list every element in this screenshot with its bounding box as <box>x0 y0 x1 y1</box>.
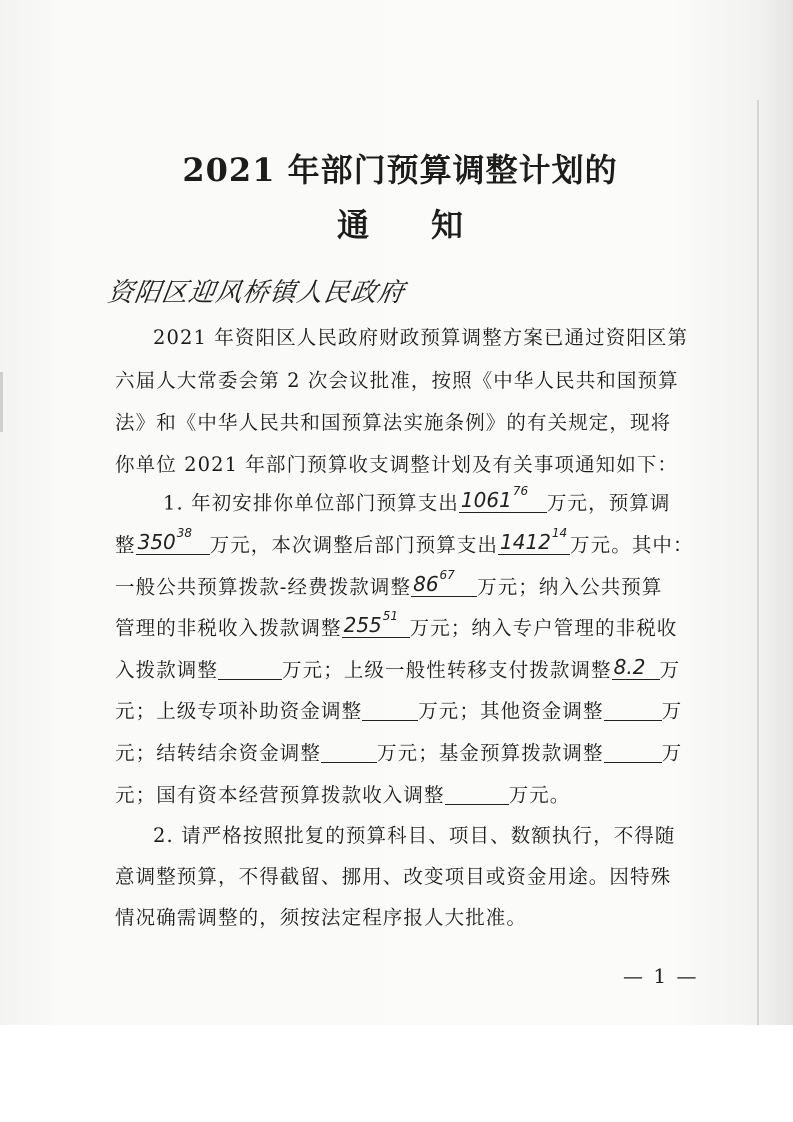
special-subsidy-blank <box>362 700 418 721</box>
handwritten-value <box>413 569 455 594</box>
paragraph-line <box>115 742 682 763</box>
general-public-blank <box>411 568 477 597</box>
handwritten-value <box>500 527 567 552</box>
hw-main: 86 <box>413 572 439 596</box>
paragraph-line <box>115 655 681 682</box>
handwritten-value <box>344 610 398 635</box>
handwritten-addressee: 资阳区迎风桥镇人民政府 <box>105 278 407 308</box>
initial-budget-blank <box>459 484 547 513</box>
line-text: 管理的非税收入拨款调整 <box>115 616 342 640</box>
paragraph-line <box>163 484 671 515</box>
paragraph-line: 意调整预算，不得截留、挪用、改变项目或资金用途。因特殊 <box>115 865 672 888</box>
line-text: 万 <box>659 658 681 682</box>
binding-mark <box>0 372 3 432</box>
non-tax-special-blank <box>218 659 282 680</box>
line-text: 万元；其他资金调整 <box>418 699 604 723</box>
page-number: — 1 — <box>623 964 699 988</box>
title-char-2: 知 <box>431 206 464 244</box>
hw-main: 1061 <box>460 488 512 512</box>
line-text: 万 <box>661 699 683 723</box>
transfer-payment-blank <box>612 655 660 680</box>
hw-decimal: 38 <box>176 526 193 540</box>
page-fold-line <box>757 100 759 1025</box>
paragraph-line <box>115 526 694 557</box>
paragraph-line: 法》和《中华人民共和国预算法实施条例》的有关规定，现将 <box>115 411 672 434</box>
line-text: 万元；纳入公共预算 <box>477 575 663 599</box>
paragraph-line: 六届人大常委会第 2 次会议批准，按照《中华人民共和国预算 <box>115 369 679 392</box>
line-text: 万元；基金预算拨款调整 <box>377 741 604 765</box>
hw-main: 255 <box>343 613 382 637</box>
handwritten-value <box>461 485 528 510</box>
document-title-line2 <box>150 200 650 246</box>
handwritten-value <box>138 527 192 552</box>
line-text: 1. 年初安排你单位部门预算支出 <box>163 491 459 515</box>
non-tax-public-blank <box>342 609 410 638</box>
title-char-1: 通 <box>336 206 369 244</box>
hw-decimal: 67 <box>439 568 455 582</box>
line-text: 万元；纳入专户管理的非税收 <box>409 616 678 640</box>
line-text: 万元，预算调 <box>546 491 671 515</box>
paragraph-line <box>115 784 570 805</box>
line-text: 万元。 <box>508 783 571 807</box>
paragraph-line: 你单位 2021 年部门预算收支调整计划及有关事项通知如下： <box>115 453 679 476</box>
document-title: 2021 年部门预算调整计划的 <box>182 151 618 189</box>
paragraph-line <box>115 609 678 640</box>
line-text: 万元；上级一般性转移支付拨款调整 <box>282 658 612 682</box>
line-text: 入拨款调整 <box>115 658 219 682</box>
hw-decimal: 76 <box>512 484 529 498</box>
line-text: 元；国有资本经营预算拨款收入调整 <box>115 783 445 807</box>
line-text: 整 <box>115 533 136 557</box>
line-text: 元；结转结余资金调整 <box>115 741 322 765</box>
other-funds-blank <box>604 700 662 721</box>
handwritten-value: 8.2 <box>613 655 646 679</box>
paragraph-line <box>115 568 663 599</box>
hw-main: 1412 <box>500 530 551 554</box>
hw-main: 350 <box>137 530 176 554</box>
paragraph-line: 2. 请严格按照批复的预算科目、项目、数额执行，不得随 <box>153 824 676 847</box>
paragraph-line <box>115 700 682 721</box>
line-text: 万元。其中： <box>570 533 694 557</box>
state-capital-blank <box>445 784 509 805</box>
adjusted-total-blank <box>498 526 570 555</box>
adjustment-blank <box>136 526 210 555</box>
paragraph-line: 情况确需调整的，须按法定程序报人大批准。 <box>115 906 528 929</box>
fund-budget-blank <box>604 742 662 763</box>
line-text: 万元，本次调整后部门预算支出 <box>209 533 499 557</box>
line-text: 元；上级专项补助资金调整 <box>115 699 363 723</box>
paragraph-line: 2021 年资阳区人民政府财政预算调整方案已通过资阳区第 <box>153 326 689 349</box>
hw-decimal: 51 <box>382 609 399 623</box>
line-text: 一般公共预算拨款-经费拨款调整 <box>115 575 412 599</box>
line-text: 万 <box>661 741 683 765</box>
carryover-blank <box>321 742 377 763</box>
hw-decimal: 14 <box>551 526 568 540</box>
